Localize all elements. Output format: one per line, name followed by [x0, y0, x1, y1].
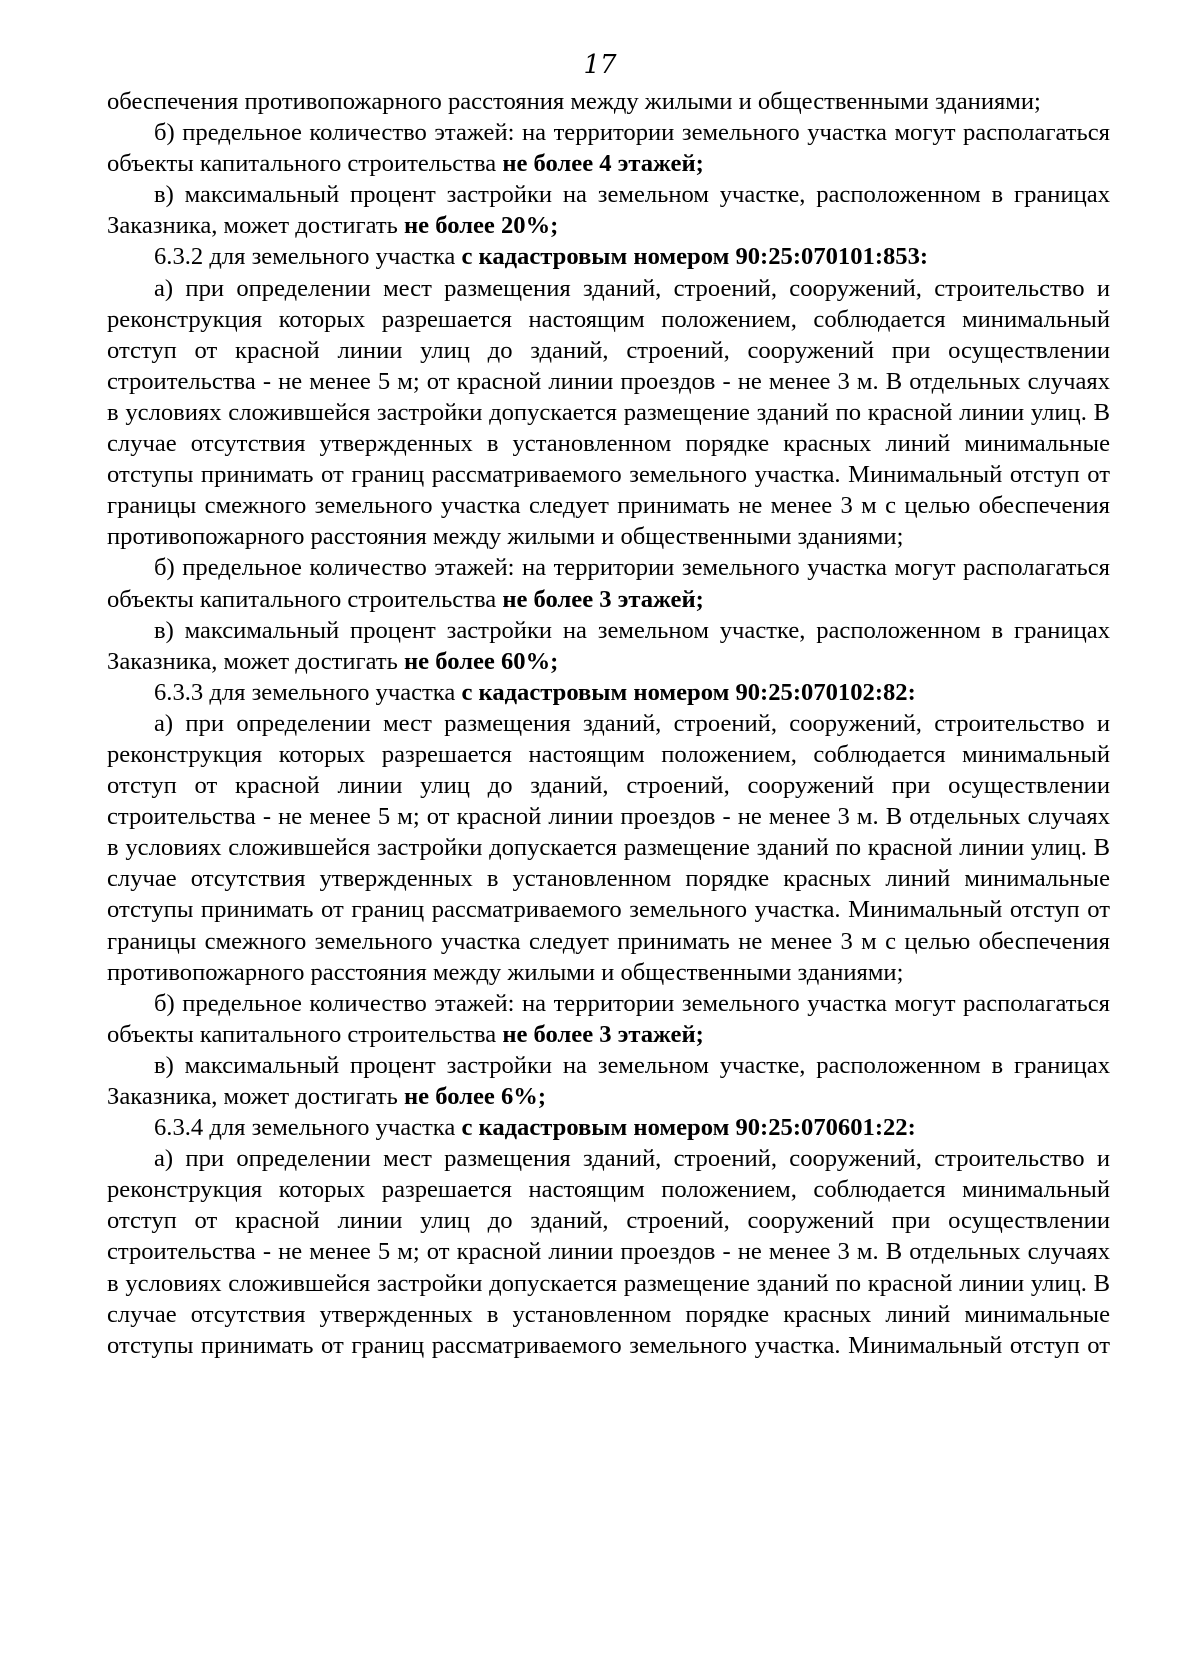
paragraph-text: 6.3.3 для земельного участка: [154, 678, 462, 706]
paragraph-text: 6.3.4 для земельного участка: [154, 1114, 462, 1142]
paragraph-text: в) максимальный процент застройки на земельном участке, расположенном в границах Заказника, может достигать: [107, 181, 1110, 240]
section-heading-6-3-2: [107, 241, 1110, 272]
paragraph-text: б) предельное количество этажей: на территории земельного участка могут располагаться объекты капитального строительства: [107, 554, 1110, 613]
paragraph-bold-text: не более 20%;: [404, 212, 559, 240]
paragraph-text: б) предельное количество этажей: на территории земельного участка могут располагаться объекты капитального строительства: [107, 989, 1110, 1048]
paragraph-9: [107, 708, 1110, 988]
paragraph-13: [107, 1143, 1110, 1361]
paragraph-bold-text: не более 6%;: [404, 1083, 547, 1110]
paragraph-11: [107, 1050, 1110, 1112]
paragraph-bold-text: не более 3 этажей;: [502, 585, 704, 613]
cadastral-number: с кадастровым номером 90:25:070101:853:: [461, 243, 929, 271]
paragraph-text: в) максимальный процент застройки на земельном участке, расположенном в границах Заказника, может достигать: [107, 616, 1110, 675]
paragraph-5: [107, 273, 1110, 553]
paragraph-bold-text: не более 4 этажей;: [502, 150, 704, 178]
paragraph-text: а) при определении мест размещения зданий, строений, сооружений, строительство и реконструкция которых разрешается настоящим положением, соблюдается минимальный отступ от красной линии улиц до зданий, строений, сооружений при осуществлении строительства - не менее 5 м; от красной линии проездов - не менее 3 м. В отдельных случаях в условиях сложившейся застройки допускается размещение зданий по красной линии улиц. В случае отсутствия утвержденных в установленном порядке красных линий минимальные отступы принимать от границ рассматриваемого земельного участка. Минимальный отступ от границы смежного земельного участка следует принимать не менее 3 м с целью обеспечения противопожарного расстояния между жилыми и общественными зданиями;: [107, 274, 1110, 551]
paragraph-10: [107, 988, 1110, 1050]
section-heading-6-3-4: [107, 1112, 1110, 1143]
page-number: 17: [583, 50, 617, 80]
paragraph-3: [107, 179, 1110, 241]
paragraph-6: [107, 552, 1110, 614]
paragraph-text: а) при определении мест размещения зданий, строений, сооружений, строительство и реконструкция которых разрешается настоящим положением, соблюдается минимальный отступ от красной линии улиц до зданий, строений, сооружений при осуществлении строительства - не менее 5 м; от красной линии проездов - не менее 3 м. В отдельных случаях в условиях сложившейся застройки допускается размещение зданий по красной линии улиц. В случае отсутствия утвержденных в установленном порядке красных линий минимальные отступы принимать от границ рассматриваемого земельного участка. Минимальный отступ от границы смежного земельного участка следует принимать не менее 3 м с целью обеспечения противопожарного расстояния между жилыми и общественными зданиями;: [107, 709, 1110, 986]
paragraph-bold-text: не более 60%;: [404, 647, 559, 675]
paragraph-7: [107, 615, 1110, 677]
section-heading-6-3-3: [107, 677, 1110, 708]
document-body: [107, 86, 1110, 1361]
paragraph-1: [107, 86, 1110, 117]
paragraph-text: а) при определении мест размещения зданий, строений, сооружений, строительство и реконструкция которых разрешается настоящим положением, соблюдается минимальный отступ от красной линии улиц до зданий, строений, сооружений при осуществлении строительства - не менее 5 м; от красной линии проездов - не менее 3 м. В отдельных случаях в условиях сложившейся застройки допускается размещение зданий по красной линии улиц. В случае отсутствия утвержденных в установленном порядке красных линий минимальные отступы принимать от границ рассматриваемого земельного участка. Минимальный отступ от: [107, 1145, 1110, 1359]
paragraph-2: [107, 117, 1110, 179]
paragraph-text: 6.3.2 для земельного участка: [154, 243, 462, 271]
cadastral-number: с кадастровым номером 90:25:070102:82:: [461, 678, 916, 706]
cadastral-number: с кадастровым номером 90:25:070601:22:: [461, 1114, 916, 1142]
paragraph-bold-text: не более 3 этажей;: [502, 1020, 704, 1048]
paragraph-text: обеспечения противопожарного расстояния между жилыми и общественными зданиями;: [107, 88, 1041, 115]
paragraph-text: б) предельное количество этажей: на территории земельного участка могут располагаться объекты капитального строительства: [107, 119, 1110, 178]
paragraph-text: в) максимальный процент застройки на земельном участке, расположенном в границах Заказника, может достигать: [107, 1051, 1110, 1110]
